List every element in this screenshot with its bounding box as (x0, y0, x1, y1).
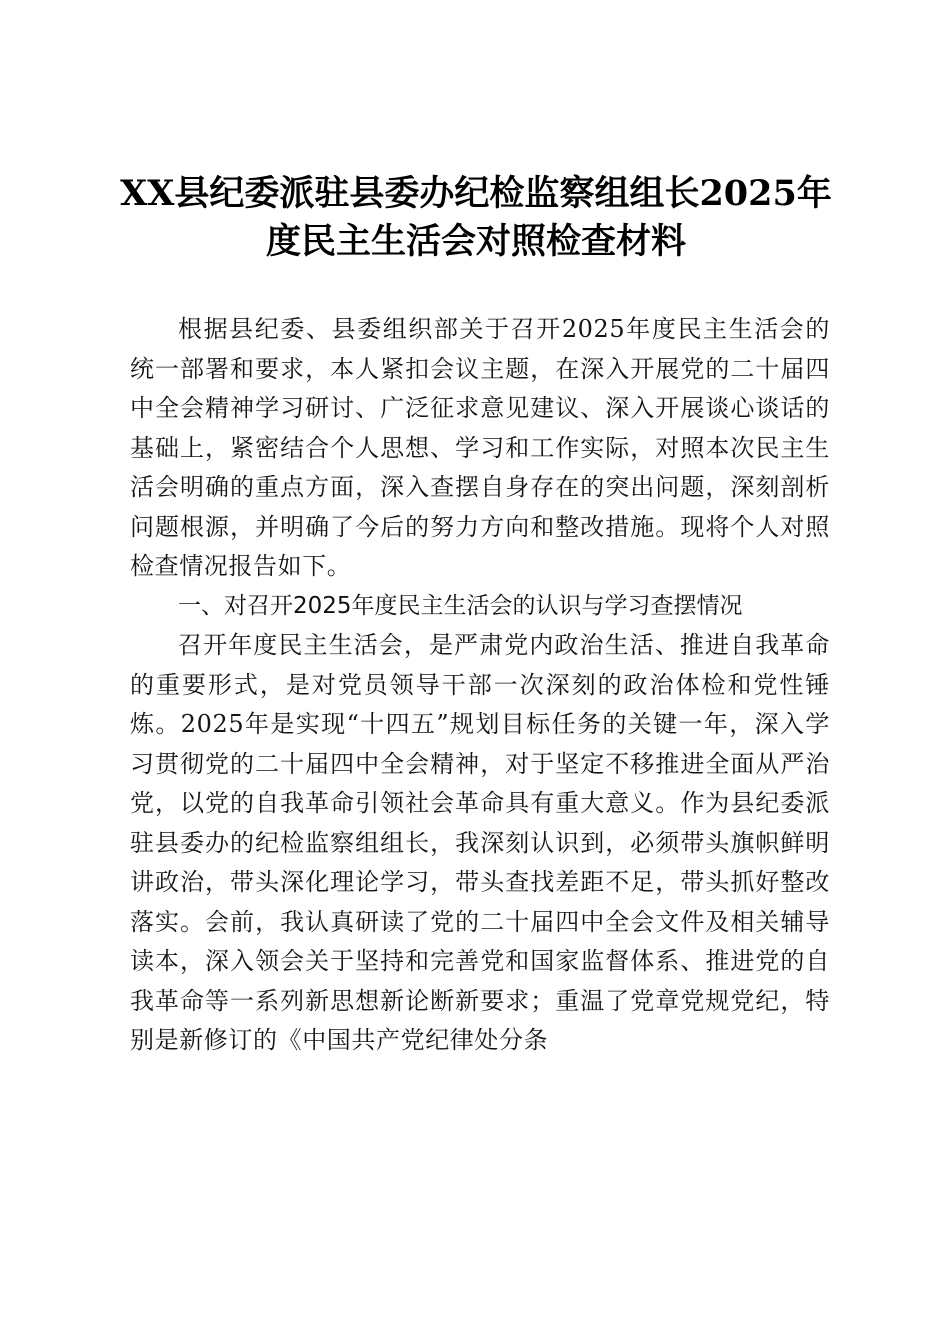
title-line-1: XX县纪委派驻县委办纪检监察组组长2025年 (120, 173, 832, 214)
document-title (120, 170, 832, 266)
title-line-2: 度民主生活会对照检查材料 (265, 221, 686, 262)
section-1-heading: 一、对召开2025年度民主生活会的认识与学习查摆情况 (178, 592, 743, 619)
document-body (130, 310, 830, 1061)
section-1-paragraph: 召开年度民主生活会，是严肃党内政治生活、推进自我革命的重要形式，是对党员领导干部一次深刻的政治体检和党性锤炼。2025年是实现“十四五”规划目标任务的关键一年，深入学习贯彻党的二十届四中全会精神，对于坚定不移推进全面从严治党，以党的自我革命引领社会革命具有重大意义。作为县纪委派驻县委办的纪检监察组组长，我深刻认识到，必须带头旗帜鲜明讲政治，带头深化理论学习，带头查找差距不足，带头抓好整改落实。会前，我认真研读了党的二十届四中全会文件及相关辅导读本，深入领会关于坚持和完善党和国家监督体系、推进党的自我革命等一系列新思想新论断新要求；重温了党章党规党纪，特别是新修订的《中国共产党纪律处分条 (130, 631, 830, 1054)
intro-paragraph: 根据县纪委、县委组织部关于召开2025年度民主生活会的统一部署和要求，本人紧扣会议主题，在深入开展党的二十届四中全会精神学习研讨、广泛征求意见建议、深入开展谈心谈话的基础上，紧密结合个人思想、学习和工作实际，对照本次民主生活会明确的重点方面，深入查摆自身存在的突出问题，深刻剖析问题根源，并明确了今后的努力方向和整改措施。现将个人对照检查情况报告如下。 (130, 315, 830, 580)
